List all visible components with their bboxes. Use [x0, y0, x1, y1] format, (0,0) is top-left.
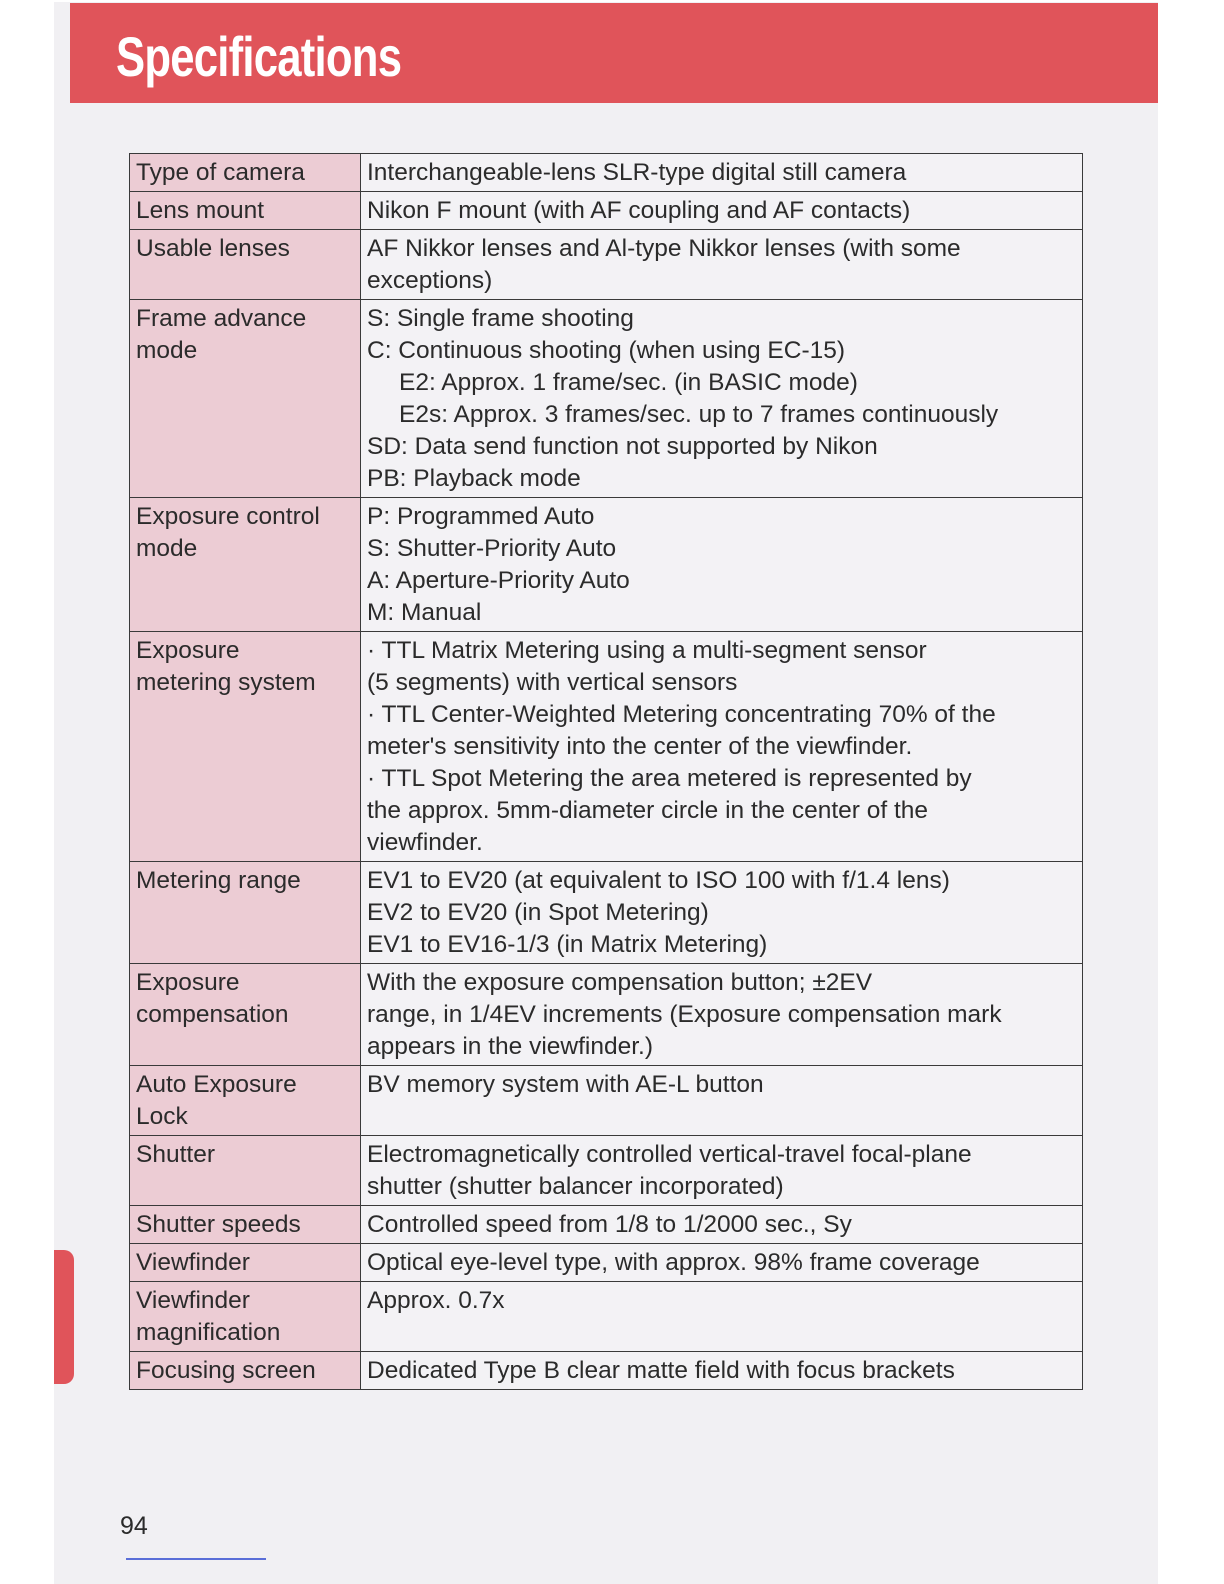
spec-row [130, 230, 1083, 300]
spec-value-line: range, in 1/4EV increments (Exposure compensation mark [367, 1001, 1002, 1028]
spec-label-cell [130, 498, 361, 632]
spec-value-cell [361, 1066, 1083, 1136]
spec-label-line: Frame advance [136, 305, 307, 332]
spec-value-cell [361, 230, 1083, 300]
spec-value-line: C: Continuous shooting (when using EC-15) [367, 337, 846, 364]
spec-label-line: Focusing screen [136, 1357, 316, 1384]
spec-row [130, 964, 1083, 1066]
spec-row [130, 154, 1083, 192]
spec-value-line: E2: Approx. 1 frame/sec. (in BASIC mode) [399, 369, 858, 396]
spec-row [130, 1206, 1083, 1244]
spec-value-line: · TTL Matrix Metering using a multi-segment sensor [367, 637, 927, 664]
spec-value-cell [361, 1244, 1083, 1282]
spec-label-cell [130, 192, 361, 230]
spec-row [130, 300, 1083, 498]
spec-value-line: appears in the viewfinder.) [367, 1033, 653, 1060]
spec-label-line: Exposure [136, 969, 240, 996]
spec-value-line: With the exposure compensation button; ±2EV [367, 969, 873, 996]
spec-label-line: Auto Exposure [136, 1071, 297, 1098]
spec-value-line: Electromagnetically controlled vertical-travel focal-plane [367, 1141, 972, 1168]
spec-value-cell [361, 498, 1083, 632]
section-tab-marker [54, 1250, 74, 1384]
spec-label-line: mode [136, 337, 198, 364]
spec-value-line: BV memory system with AE-L button [367, 1071, 764, 1098]
spec-label-line: Shutter [136, 1141, 215, 1168]
spec-row [130, 1136, 1083, 1206]
spec-label-line: metering system [136, 669, 316, 696]
spec-value-cell [361, 1136, 1083, 1206]
page-number: 94 [120, 1512, 148, 1540]
spec-label-cell [130, 1244, 361, 1282]
spec-label-line: Lens mount [136, 197, 265, 224]
spec-value-line: exceptions) [367, 267, 493, 294]
spec-label-cell [130, 862, 361, 964]
spec-row [130, 632, 1083, 862]
spec-value-line: Interchangeable-lens SLR-type digital still camera [367, 159, 907, 186]
spec-label-line: Lock [136, 1103, 188, 1130]
spec-label-cell [130, 1352, 361, 1390]
spec-value-line: S: Shutter-Priority Auto [367, 535, 617, 562]
spec-label-line: Usable lenses [136, 235, 290, 262]
spec-label-cell [130, 964, 361, 1066]
spec-value-cell [361, 862, 1083, 964]
spec-value-cell [361, 632, 1083, 862]
spec-label-cell [130, 1066, 361, 1136]
spec-value-line: shutter (shutter balancer incorporated) [367, 1173, 784, 1200]
title-bar [70, 3, 1158, 103]
spec-label-cell [130, 632, 361, 862]
spec-value-cell [361, 1352, 1083, 1390]
spec-label-cell [130, 1136, 361, 1206]
spec-label-line: mode [136, 535, 198, 562]
spec-label-cell [130, 154, 361, 192]
page-title: Specifications [116, 25, 402, 88]
spec-value-cell [361, 1282, 1083, 1352]
spec-value-line: S: Single frame shooting [367, 305, 634, 332]
spec-value-line: Nikon F mount (with AF coupling and AF contacts) [367, 197, 911, 224]
spec-value-line: P: Programmed Auto [367, 503, 595, 530]
spec-value-line: M: Manual [367, 599, 482, 626]
spec-value-cell [361, 192, 1083, 230]
spec-label-line: Exposure control [136, 503, 320, 530]
spec-row [130, 1244, 1083, 1282]
spec-row [130, 498, 1083, 632]
spec-value-line: PB: Playback mode [367, 465, 581, 492]
spec-label-line: Metering range [136, 867, 301, 894]
spec-value-line: EV2 to EV20 (in Spot Metering) [367, 899, 709, 926]
spec-value-line: viewfinder. [367, 829, 483, 856]
spec-value-line: EV1 to EV16-1/3 (in Matrix Metering) [367, 931, 768, 958]
spec-value-cell [361, 300, 1083, 498]
spec-row [130, 1282, 1083, 1352]
spec-label-cell [130, 300, 361, 498]
spec-value-line: EV1 to EV20 (at equivalent to ISO 100 with f/1.4 lens) [367, 867, 950, 894]
spec-label-cell [130, 1206, 361, 1244]
spec-value-line: · TTL Center-Weighted Metering concentrating 70% of the [367, 701, 996, 728]
spec-label-line: Type of camera [136, 159, 305, 186]
spec-value-line: Approx. 0.7x [367, 1287, 505, 1314]
spec-value-line: E2s: Approx. 3 frames/sec. up to 7 frames continuously [399, 401, 999, 428]
spec-label-line: magnification [136, 1319, 281, 1346]
spec-row [130, 192, 1083, 230]
spec-value-line: AF Nikkor lenses and Al-type Nikkor lenses (with some [367, 235, 961, 262]
footer-link-underline [126, 1558, 266, 1560]
spec-label-line: compensation [136, 1001, 289, 1028]
spec-label-line: Viewfinder [136, 1287, 250, 1314]
specifications-table-body [130, 154, 1083, 1390]
spec-value-cell [361, 964, 1083, 1066]
spec-value-line: SD: Data send function not supported by Nikon [367, 433, 878, 460]
spec-value-cell [361, 1206, 1083, 1244]
spec-row [130, 1066, 1083, 1136]
specifications-table [129, 153, 1083, 1390]
spec-value-line: Optical eye-level type, with approx. 98% frame coverage [367, 1249, 980, 1276]
spec-value-line: A: Aperture-Priority Auto [367, 567, 630, 594]
spec-label-line: Viewfinder [136, 1249, 250, 1276]
spec-value-line: · TTL Spot Metering the area metered is represented by [367, 765, 972, 792]
spec-value-line: the approx. 5mm-diameter circle in the center of the [367, 797, 929, 824]
spec-row [130, 1352, 1083, 1390]
spec-value-line: meter's sensitivity into the center of the viewfinder. [367, 733, 913, 760]
spec-label-cell [130, 230, 361, 300]
spec-label-cell [130, 1282, 361, 1352]
spec-value-line: Dedicated Type B clear matte field with focus brackets [367, 1357, 955, 1384]
spec-value-line: (5 segments) with vertical sensors [367, 669, 738, 696]
spec-value-cell [361, 154, 1083, 192]
spec-label-line: Shutter speeds [136, 1211, 301, 1238]
spec-label-line: Exposure [136, 637, 240, 664]
spec-row [130, 862, 1083, 964]
spec-value-line: Controlled speed from 1/8 to 1/2000 sec., Sy [367, 1211, 852, 1238]
